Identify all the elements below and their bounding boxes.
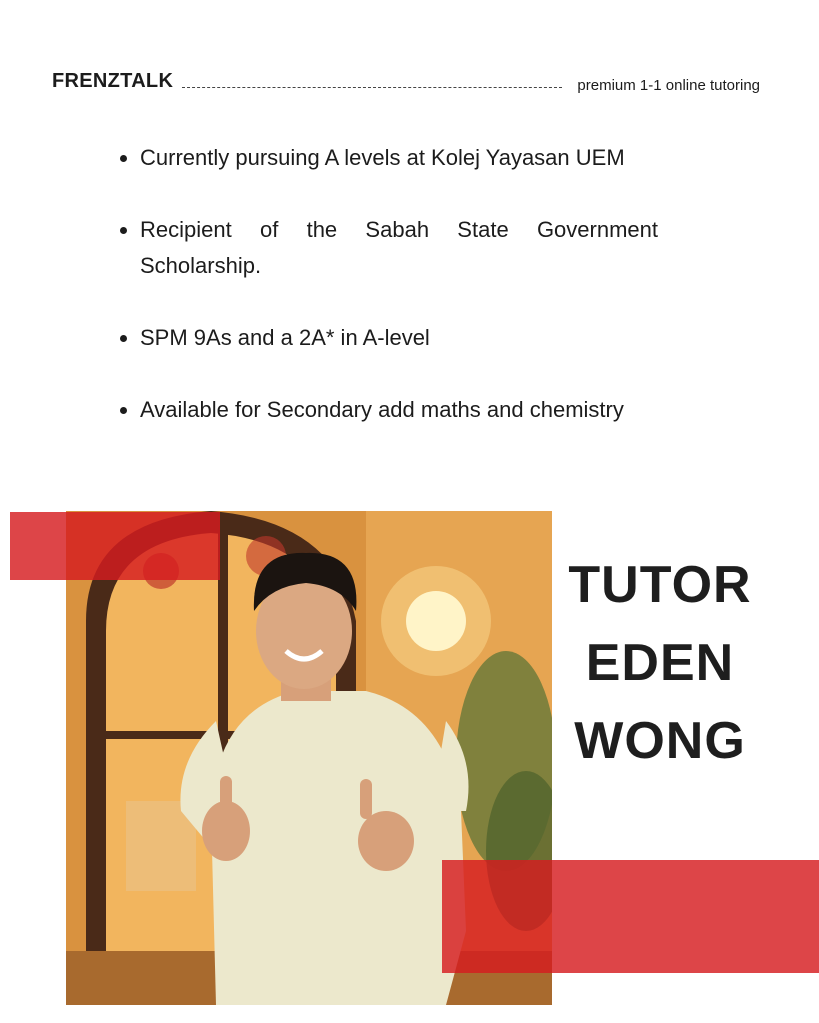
highlight-item: Recipient of the Sabah State Government Scholarship. [118, 212, 658, 284]
tutor-first-name: EDEN [585, 634, 735, 692]
highlight-item: Available for Secondary add maths and chemistry [118, 392, 658, 428]
tutor-name-heading [560, 546, 760, 780]
decorative-red-block [442, 860, 819, 973]
tagline: premium 1-1 online tutoring [577, 77, 760, 94]
brand-logo-text: FRENZTALK [52, 70, 174, 92]
highlight-item: SPM 9As and a 2A* in A-level [118, 320, 658, 356]
header-divider [182, 87, 562, 88]
highlight-item: Currently pursuing A levels at Kolej Yayasan UEM [118, 140, 658, 176]
header [52, 70, 760, 100]
tutor-title: TUTOR [568, 556, 752, 614]
decorative-red-block [10, 512, 220, 580]
tutor-last-name: WONG [574, 712, 746, 770]
